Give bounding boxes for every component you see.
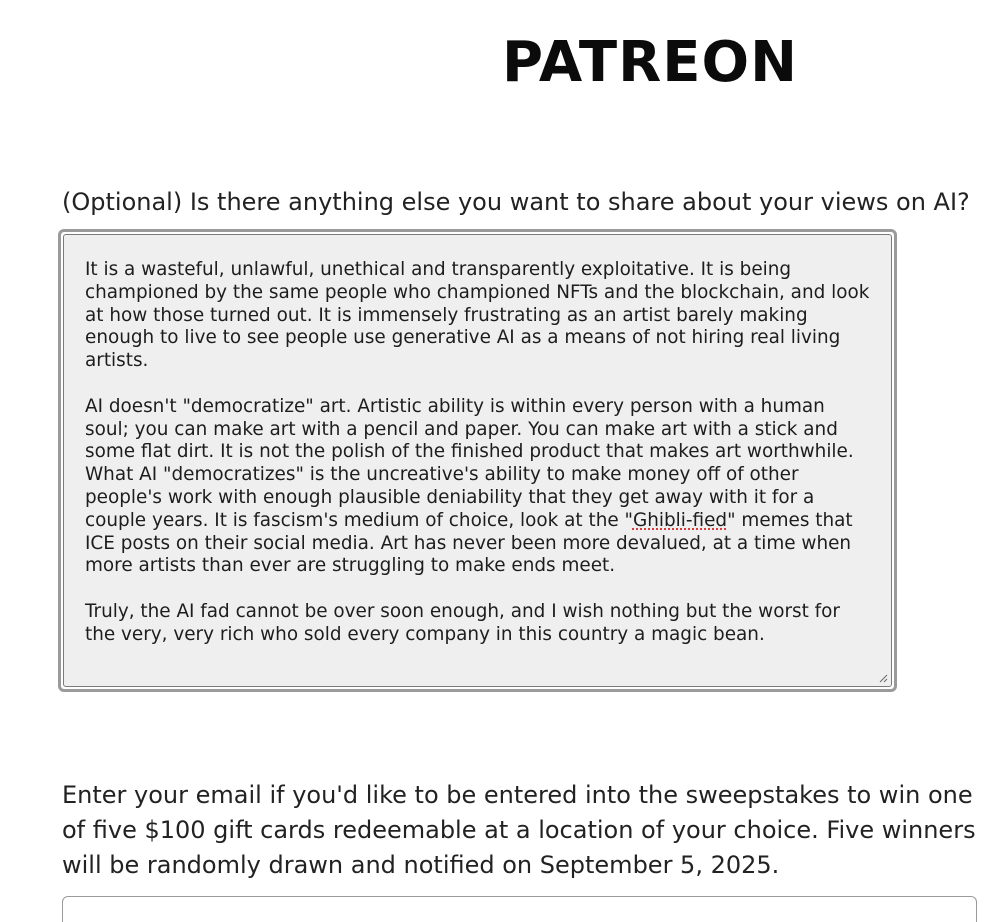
misspelled-word[interactable]: Ghibli-fied xyxy=(632,509,728,531)
patreon-logo: PATREON xyxy=(502,30,798,95)
ai-views-textarea[interactable] xyxy=(63,234,892,687)
ai-views-textarea-focus-ring xyxy=(58,229,897,692)
answer-paragraph-2 xyxy=(85,396,871,578)
answer-paragraph-1: It is a wasteful, unlawful, unethical and transparently exploitative. It is being championed by the same people who championed NFTs and the blockchain, and look at how those turned out. It is immensely frustrating as an artist barely making enough to live to see people use generative AI as a means of not hiring real living artists. xyxy=(85,259,870,372)
answer-paragraph-3: Truly, the AI fad cannot be over soon enough, and I wish nothing but the worst for the very, very rich who sold every company in this country a magic bean. xyxy=(85,600,840,645)
answer-paragraph-2-part-2: " memes that ICE posts on their social media. Art has never been more devalued, at a time when more artists than ever are struggling to make ends meet. xyxy=(85,509,853,577)
email-input[interactable] xyxy=(62,896,977,922)
ai-views-question-label: (Optional) Is there anything else you want to share about your views on AI? xyxy=(62,188,970,216)
sweepstakes-label: Enter your email if you'd like to be entered into the sweepstakes to win one of five $100 gift cards redeemable at a location of your choice. Five winners will be randomly drawn and notified on September 5, 2025. xyxy=(62,781,976,879)
resize-handle-icon[interactable] xyxy=(878,673,888,683)
answer-paragraph-2-part-1: AI doesn't "democratize" art. Artistic ability is within every person with a human soul; you can make art with a pencil and paper. You can make art with a stick and some flat dirt. It is not the polish of the finished product that makes art worthwhile. What AI "democratizes" is the uncreative's ability to make money off of other people's work with enough plausible deniability that they get away with it for a couple years. It is fascism's medium of choice, look at the " xyxy=(85,395,854,531)
